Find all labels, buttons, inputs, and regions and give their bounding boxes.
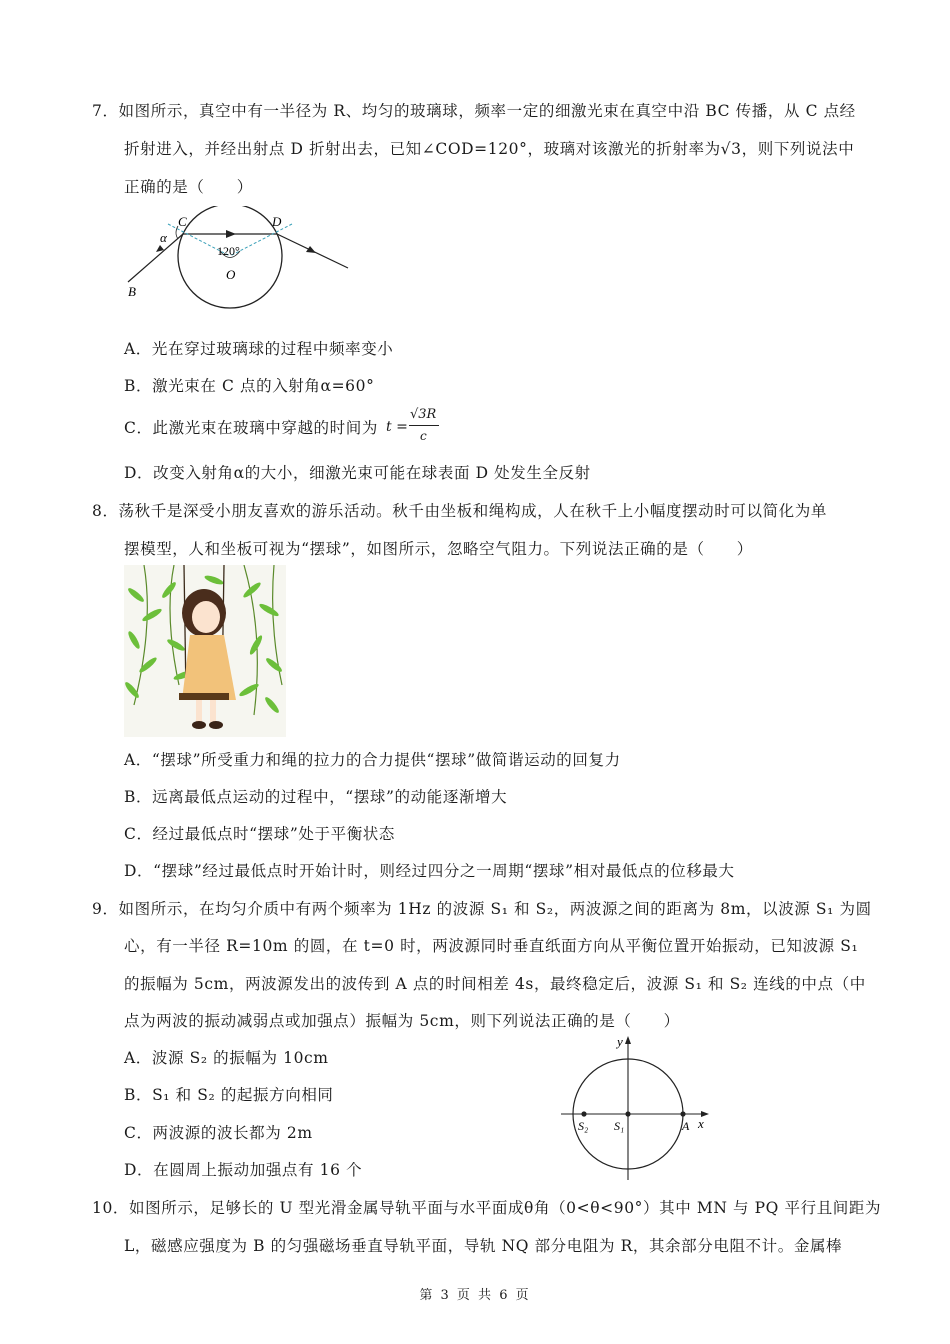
formula-bar [409, 425, 439, 426]
label-alpha: α [160, 230, 167, 245]
q8-option-b: B．远离最低点运动的过程中，“摆球”的动能逐渐增大 [124, 788, 508, 806]
q9-option-a: A．波源 S₂ 的振幅为 10cm [124, 1049, 329, 1067]
point-s2 [581, 1111, 586, 1116]
label-a: A [682, 1119, 690, 1133]
formula-numerator: √3R [410, 407, 437, 422]
girl-face [192, 601, 220, 633]
point-s1 [625, 1111, 630, 1116]
label-o: O [226, 267, 236, 282]
q9-line2: 心，有一半径 R=10m 的圆，在 t=0 时，两波源同时垂直纸面方向从平衡位置开始振动，已知波源 S₁ [124, 937, 859, 955]
q9-line1: 9．如图所示，在均匀介质中有两个频率为 1Hz 的波源 S₁ 和 S₂，两波源之间的距离为 8m，以波源 S₁ 为圆 [92, 900, 872, 918]
ray-exit-arrow [306, 246, 316, 253]
y-axis-arrow [625, 1036, 631, 1044]
q9-option-d: D．在圆周上振动加强点有 16 个 [124, 1161, 363, 1179]
label-d: D [272, 214, 282, 229]
q7-line2: 折射进入，并经出射点 D 折射出去，已知∠COD=120°，玻璃对该激光的折射率为√3，则下列说法中 [124, 140, 855, 158]
q9-option-c: C．两波源的波长都为 2m [124, 1124, 313, 1142]
page-footer: 第 3 页 共 6 页 [419, 1288, 531, 1303]
label-b: B [128, 284, 136, 299]
label-s2: S₂ [578, 1119, 589, 1133]
label-s1: S₁ [614, 1119, 625, 1133]
label-angle: 120° [217, 244, 240, 258]
q9-option-b: B．S₁ 和 S₂ 的起振方向相同 [124, 1086, 334, 1104]
q8-line1: 8．荡秋千是深受小朋友喜欢的游乐活动。秋千由坐板和绳构成，人在秋千上小幅度摆动时可以简化为单 [92, 502, 827, 520]
q7-option-a: A．光在穿过玻璃球的过程中频率变小 [124, 340, 394, 358]
q10-line2: L，磁感应强度为 B 的匀强磁场垂直导轨平面，导轨 NQ 部分电阻为 R，其余部分电阻不计。金属棒 [124, 1237, 843, 1255]
label-x: x [698, 1116, 704, 1131]
label-y: y [617, 1034, 623, 1049]
ray-bc [128, 234, 183, 282]
formula-lhs: t = [386, 419, 408, 435]
q8-option-d: D．“摆球”经过最低点时开始计时，则经过四分之一周期“摆球”相对最低点的位移最大 [124, 862, 735, 880]
q9-wave-source-figure [555, 1034, 715, 1182]
q7-option-c: C．此激光束在玻璃中穿越的时间为 [124, 419, 378, 437]
q7-option-d: D．改变入射角α的大小，细激光束可能在球表面 D 处发生全反射 [124, 464, 591, 482]
q10-line1: 10．如图所示，足够长的 U 型光滑金属导轨平面与水平面成θ角（0<θ<90°）其中 MN 与 PQ 平行且间距为 [92, 1199, 882, 1217]
point-a [680, 1111, 685, 1116]
q7-option-b: B．激光束在 C 点的入射角α=60° [124, 377, 375, 395]
q8-line2: 摆模型，人和坐板可视为“摆球”，如图所示，忽略空气阻力。下列说法正确的是（ ） [124, 540, 753, 558]
q9-line4: 点为两波的振动减弱点或加强点）振幅为 5cm，则下列说法正确的是（ ） [124, 1012, 680, 1030]
q8-option-a: A．“摆球”所受重力和绳的拉力的合力提供“摆球”做简谐运动的回复力 [124, 751, 621, 769]
swing-seat [179, 693, 229, 700]
q7-line3: 正确的是（ ） [124, 178, 253, 196]
q9-line3: 的振幅为 5cm，两波源发出的波传到 A 点的时间相差 4s，最终稳定后，波源 S₁ 和 S₂ 连线的中点（中 [124, 975, 866, 993]
q8-option-c: C．经过最低点时“摆球”处于平衡状态 [124, 825, 396, 843]
formula-denominator: c [420, 429, 427, 443]
swing-illustration [124, 565, 286, 737]
ray-cd-arrow [226, 230, 236, 238]
q7-line1: 7．如图所示，真空中有一半径为 R、均匀的玻璃球，频率一定的细激光束在真空中沿 BC 传播，从 C 点经 [92, 102, 856, 120]
q7-refraction-figure [120, 206, 360, 318]
label-c: C [178, 214, 187, 229]
